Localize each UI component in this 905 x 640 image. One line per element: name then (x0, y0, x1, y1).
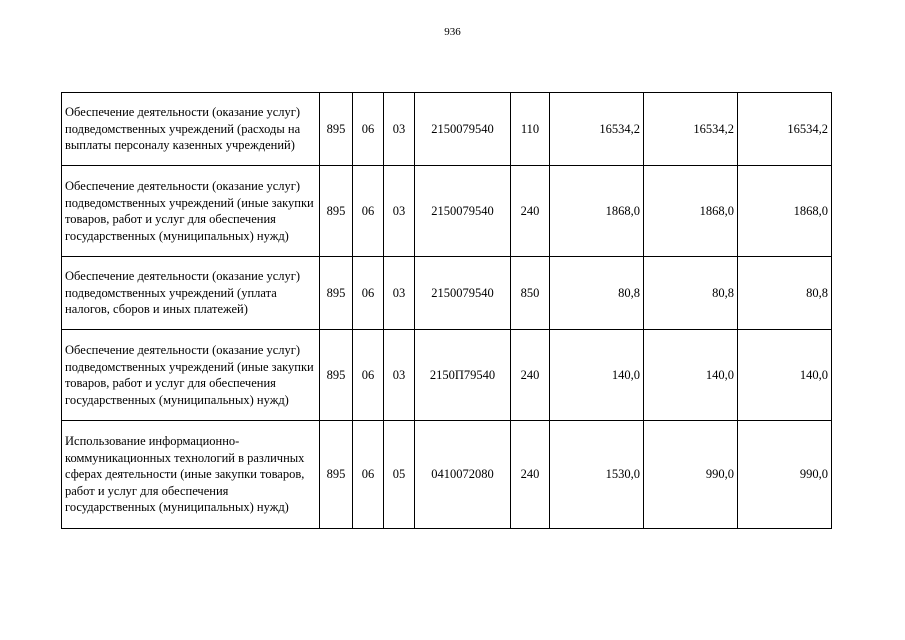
section-code: 06 (353, 166, 384, 257)
target-code: 2150079540 (415, 93, 511, 166)
amount-3: 990,0 (738, 421, 832, 529)
amount-2: 990,0 (644, 421, 738, 529)
amount-2: 140,0 (644, 330, 738, 421)
amount-3: 80,8 (738, 257, 832, 330)
amount-1: 1530,0 (550, 421, 644, 529)
target-code: 2150079540 (415, 257, 511, 330)
subsection-code: 03 (384, 330, 415, 421)
section-code: 06 (353, 93, 384, 166)
expense-type-code: 240 (511, 421, 550, 529)
target-code: 0410072080 (415, 421, 511, 529)
table-row (62, 93, 832, 166)
subsection-code: 03 (384, 257, 415, 330)
budget-table (61, 92, 832, 529)
row-name: Обеспечение деятельности (оказание услуг) подведомственных учреждений (уплата налогов, сборов и иных платежей) (62, 257, 320, 330)
expense-type-code: 240 (511, 330, 550, 421)
ministry-code: 895 (320, 330, 353, 421)
amount-1: 140,0 (550, 330, 644, 421)
subsection-code: 03 (384, 93, 415, 166)
amount-2: 1868,0 (644, 166, 738, 257)
row-name: Использование информационно-коммуникационных технологий в различных сферах деятельности (иные закупки товаров, работ и услуг для обеспечения государственных (муниципальных) нужд) (62, 421, 320, 529)
page-number: 936 (444, 26, 461, 38)
section-code: 06 (353, 257, 384, 330)
subsection-code: 03 (384, 166, 415, 257)
table-row (62, 421, 832, 529)
amount-2: 80,8 (644, 257, 738, 330)
table-row (62, 257, 832, 330)
ministry-code: 895 (320, 166, 353, 257)
expense-type-code: 850 (511, 257, 550, 330)
amount-1: 1868,0 (550, 166, 644, 257)
row-name: Обеспечение деятельности (оказание услуг) подведомственных учреждений (расходы на выплаты персоналу казенных учреждений) (62, 93, 320, 166)
table-row (62, 330, 832, 421)
amount-2: 16534,2 (644, 93, 738, 166)
target-code: 2150П79540 (415, 330, 511, 421)
expense-type-code: 240 (511, 166, 550, 257)
target-code: 2150079540 (415, 166, 511, 257)
section-code: 06 (353, 330, 384, 421)
table-row (62, 166, 832, 257)
amount-1: 16534,2 (550, 93, 644, 166)
amount-3: 1868,0 (738, 166, 832, 257)
subsection-code: 05 (384, 421, 415, 529)
ministry-code: 895 (320, 93, 353, 166)
row-name: Обеспечение деятельности (оказание услуг) подведомственных учреждений (иные закупки товаров, работ и услуг для обеспечения государственных (муниципальных) нужд) (62, 166, 320, 257)
section-code: 06 (353, 421, 384, 529)
amount-3: 16534,2 (738, 93, 832, 166)
expense-type-code: 110 (511, 93, 550, 166)
ministry-code: 895 (320, 257, 353, 330)
ministry-code: 895 (320, 421, 353, 529)
amount-1: 80,8 (550, 257, 644, 330)
amount-3: 140,0 (738, 330, 832, 421)
row-name: Обеспечение деятельности (оказание услуг) подведомственных учреждений (иные закупки товаров, работ и услуг для обеспечения государственных (муниципальных) нужд) (62, 330, 320, 421)
